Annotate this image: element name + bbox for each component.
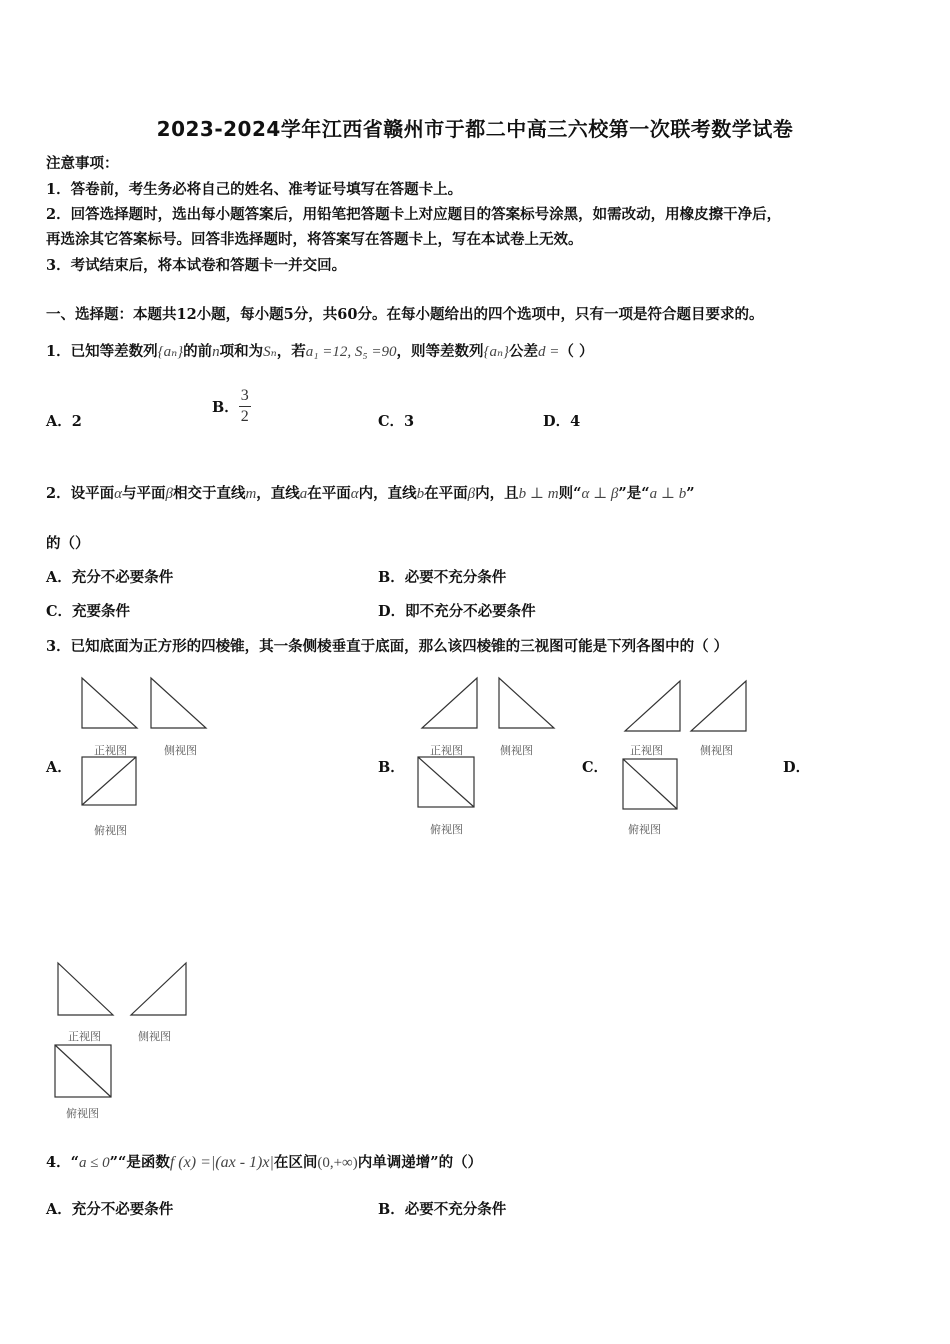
q1-option-b-fraction (239, 386, 251, 427)
q2-option-c[interactable]: C．充要条件 (46, 603, 131, 620)
q3-b-top-caption: 俯视图 (430, 823, 463, 836)
q2-line-2: 的（） (46, 535, 90, 552)
q3-a-side-caption: 侧视图 (164, 744, 197, 757)
q4-math-function: f (x) =|(ax - 1)x| (169, 1154, 274, 1171)
q3-option-d[interactable]: D． (783, 759, 811, 776)
q3-option-c[interactable]: C． (582, 759, 609, 776)
q1-text: 1．已知等差数列 (46, 343, 158, 360)
q4-text: 内单调递增”的（） (357, 1154, 483, 1171)
fraction-numerator: 3 (239, 386, 251, 407)
q3-d-side-view (131, 963, 187, 1015)
section-heading: 一、选择题：本题共12小题，每小题5分，共60分。在每小题给出的四个选项中，只有一项是符合题目要求的。 (46, 306, 764, 323)
notice-item-2-cont: 再选涂其它答案标号。回答非选择题时，将答案写在答题卡上，写在本试卷上无效。 (46, 231, 583, 248)
q1-text: （ ） (559, 343, 594, 360)
q2-text: 在平面 (424, 485, 468, 502)
q1-text: 项和为 (219, 343, 264, 360)
q2-text: 内，且 (475, 485, 519, 502)
q3-a-front-view (82, 678, 138, 728)
q3-c-side-caption: 侧视图 (700, 744, 733, 757)
q2-option-d[interactable]: D．即不充分不必要条件 (378, 603, 536, 620)
q3-b-top-view (418, 757, 474, 807)
q1-math-sn: Sₙ (263, 344, 277, 360)
q2-math-beta-2: β (467, 486, 476, 502)
q4-option-b[interactable]: B．必要不充分条件 (378, 1201, 507, 1218)
notice-item-1: 1．答卷前，考生务必将自己的姓名、准考证号填写在答题卡上。 (46, 181, 463, 198)
page-title: 2023-2024学年江西省赣州市于都二中高三六校第一次联考数学试卷 (156, 117, 794, 141)
q1-text: 公差 (509, 343, 539, 360)
question-4 (46, 1151, 482, 1172)
q2-math-beta: β (165, 486, 173, 502)
q2-text: 与平面 (121, 485, 166, 502)
q1-option-b[interactable] (212, 386, 251, 427)
q2-text: 在平面 (307, 485, 351, 502)
q2-text: 内，直线 (358, 485, 417, 502)
question-3: 3．已知底面为正方形的四棱锥，其一条侧棱垂直于底面，那么该四棱锥的三视图可能是下列各图中的（ ） (46, 638, 729, 655)
q3-a-top-caption: 俯视图 (94, 824, 127, 837)
q3-a-front-caption: 正视图 (94, 744, 127, 757)
q3-c-front-view (625, 681, 681, 731)
q2-text: ，直线 (256, 485, 300, 502)
q3-d-top-caption: 俯视图 (66, 1107, 99, 1120)
q2-text: ”是“ (618, 485, 650, 502)
q3-b-side-caption: 侧视图 (500, 744, 533, 757)
q3-d-front-caption: 正视图 (68, 1030, 101, 1043)
q2-math-m: m (245, 486, 257, 502)
question-2 (46, 482, 695, 503)
q3-option-b[interactable]: B． (378, 759, 405, 776)
q4-text: ”“是函数 (109, 1154, 170, 1171)
q1-math-n: n (212, 344, 220, 360)
q3-a-side-view (151, 678, 207, 728)
q2-text: ” (686, 485, 695, 502)
q4-math-interval: (0,+∞) (317, 1155, 358, 1171)
q2-math-a-perp-b: a ⊥ b (649, 486, 687, 502)
notice-heading: 注意事项： (46, 155, 119, 172)
q4-math-condition: a ≤ 0 (78, 1155, 110, 1171)
q1-text: ，若 (276, 343, 306, 360)
q1-option-d[interactable]: D．4 (543, 413, 581, 430)
q2-option-a[interactable]: A．充分不必要条件 (46, 569, 174, 586)
q3-c-side-view (691, 681, 747, 731)
q3-d-side-caption: 侧视图 (138, 1030, 171, 1043)
q2-text: 则“ (558, 485, 582, 502)
q2-math-alpha: α (114, 486, 122, 502)
q2-math-b: b (416, 486, 425, 502)
q1-text: 的前 (183, 343, 213, 360)
q1-math-condition: a₁ =12, S₅ =90 (305, 344, 397, 360)
q4-text: 4．“ (46, 1154, 79, 1171)
q1-math-sequence: {aₙ} (157, 344, 184, 360)
q1-math-d: d = (538, 344, 560, 360)
notice-item-3: 3．考试结束后，将本试卷和答题卡一并交回。 (46, 257, 347, 274)
q1-text: ，则等差数列 (396, 343, 484, 360)
q3-a-top-view (82, 757, 136, 805)
q3-c-top-view (623, 759, 677, 809)
q1-math-sequence-2: {aₙ} (483, 344, 510, 360)
q3-option-a[interactable]: A． (46, 759, 72, 776)
q1-option-a[interactable]: A．2 (46, 413, 82, 430)
q3-b-side-view (499, 678, 555, 728)
q3-c-top-caption: 俯视图 (628, 823, 661, 836)
q3-b-front-caption: 正视图 (430, 744, 463, 757)
q2-math-b-perp-m: b ⊥ m (518, 486, 559, 502)
q2-option-b[interactable]: B．必要不充分条件 (378, 569, 507, 586)
q3-d-front-view (58, 963, 114, 1015)
q2-math-alpha-2: α (350, 486, 359, 502)
q3-c-front-caption: 正视图 (630, 744, 663, 757)
q4-option-a[interactable]: A．充分不必要条件 (46, 1201, 174, 1218)
q2-text: 2．设平面 (46, 485, 115, 502)
q2-text: 相交于直线 (172, 485, 246, 502)
q4-text: 在区间 (273, 1154, 318, 1171)
q2-math-alpha-perp-beta: α ⊥ β (581, 486, 619, 502)
q3-b-front-view (422, 678, 478, 728)
q3-d-top-view (55, 1045, 111, 1097)
question-1 (46, 340, 593, 361)
notice-item-2: 2．回答选择题时，选出每小题答案后，用铅笔把答题卡上对应题目的答案标号涂黑，如需改动，用橡皮擦干净后， (46, 206, 782, 223)
q2-math-a: a (299, 486, 308, 502)
q1-option-b-label: B． (212, 399, 239, 416)
fraction-denominator: 2 (240, 408, 249, 425)
q1-option-c[interactable]: C．3 (378, 413, 415, 430)
